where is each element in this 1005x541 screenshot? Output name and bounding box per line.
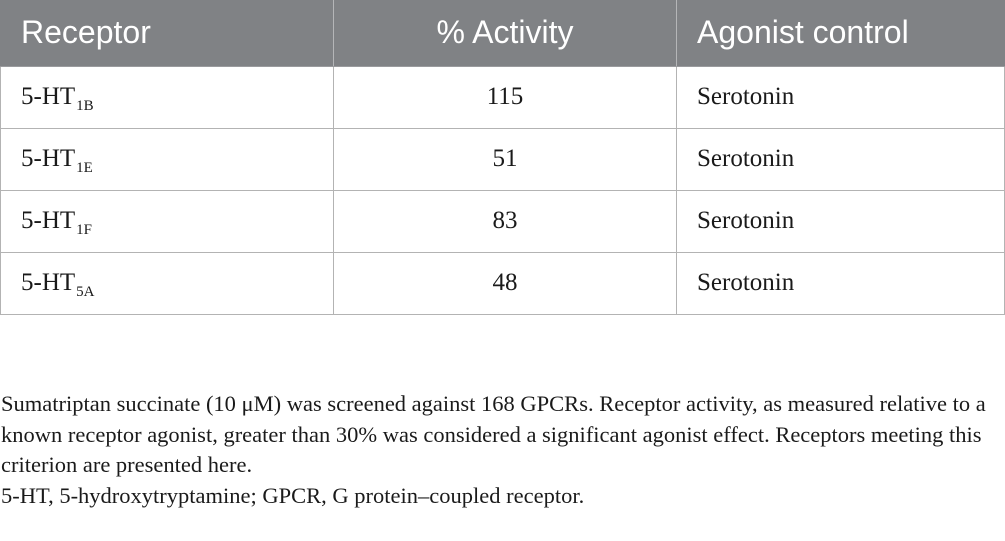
activity-cell: 48 (334, 252, 677, 314)
receptor-name: 5-HT (21, 207, 76, 234)
table-footnotes (1, 389, 1001, 511)
receptor-subtype: 1E (76, 160, 93, 176)
agonist-cell: Serotonin (677, 190, 1005, 252)
activity-cell: 83 (334, 190, 677, 252)
agonist-cell: Serotonin (677, 252, 1005, 314)
footnote-description: Sumatriptan succinate (10 μM) was screened against 168 GPCRs. Receptor activity, as measured relative to a known receptor agonist, greater than 30% was considered a significant agonist effect. Receptors meeting this criterion are presented here. (1, 391, 986, 477)
agonist-cell: Serotonin (677, 66, 1005, 128)
activity-cell: 51 (334, 128, 677, 190)
table-row (1, 190, 1005, 252)
table-body (1, 66, 1005, 314)
header-agonist-control: Agonist control (677, 0, 1005, 66)
receptor-cell (1, 66, 334, 128)
table-header (1, 0, 1005, 66)
receptor-subtype: 1F (76, 222, 92, 238)
header-row (1, 0, 1005, 66)
footnote-abbreviations: 5-HT, 5-hydroxytryptamine; GPCR, G protein–coupled receptor. (1, 482, 585, 508)
receptor-name: 5-HT (21, 83, 76, 110)
receptor-subtype: 5A (76, 284, 95, 300)
receptor-cell (1, 252, 334, 314)
table-row (1, 252, 1005, 314)
table-row (1, 128, 1005, 190)
receptor-name: 5-HT (21, 269, 76, 296)
header-receptor: Receptor (1, 0, 334, 66)
receptor-cell (1, 128, 334, 190)
receptor-subtype: 1B (76, 98, 94, 114)
agonist-cell: Serotonin (677, 128, 1005, 190)
activity-cell: 115 (334, 66, 677, 128)
table-row (1, 66, 1005, 128)
receptor-cell (1, 190, 334, 252)
receptor-name: 5-HT (21, 145, 76, 172)
header-activity: % Activity (334, 0, 677, 66)
